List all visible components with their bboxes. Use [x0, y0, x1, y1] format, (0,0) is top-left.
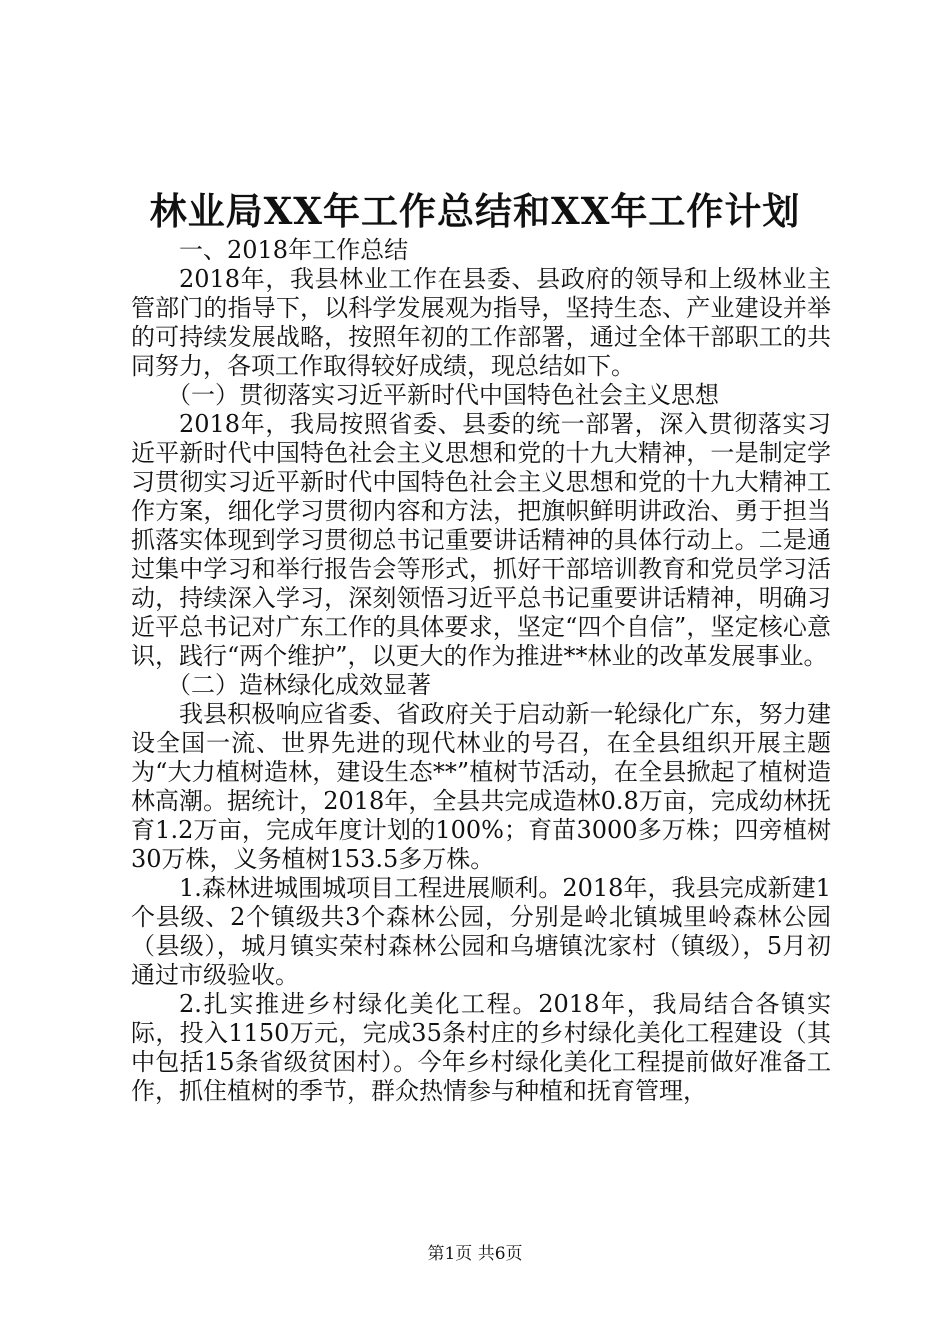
paragraph: 2.扎实推进乡村绿化美化工程。2018年，我局结合各镇实际，投入1150万元，完成35条村庄的乡村绿化美化工程建设（其中包括15条省级贫困村）。今年乡村绿化美化工程提前做好准备工作，抓住植树的季节，群众热情参与种植和抚育管理， [131, 990, 831, 1105]
paragraph: 2018年，我县林业工作在县委、县政府的领导和上级林业主管部门的指导下，以科学发展观为指导，坚持生态、产业建设并举的可持续发展战略，按照年初的工作部署，通过全体干部职工的共同努力，各项工作取得较好成绩，现总结如下。 [131, 265, 831, 380]
subsection-heading: （二）造林绿化成效显著 [167, 671, 431, 699]
paragraph: 1.森林进城围城项目工程进展顺利。2018年，我县完成新建1个县级、2个镇级共3个森林公园，分别是岭北镇城里岭森林公园（县级），城月镇实荣村森林公园和乌塘镇沈家村（镇级），5月初通过市级验收。 [131, 874, 831, 989]
paragraph: 2018年，我局按照省委、县委的统一部署，深入贯彻落实习近平新时代中国特色社会主义思想和党的十九大精神，一是制定学习贯彻实习近平新时代中国特色社会主义思想和党的十九大精神工作方案，细化学习贯彻内容和方法，把旗帜鲜明讲政治、勇于担当抓落实体现到学习贯彻总书记重要讲话精神的具体行动上。二是通过集中学习和举行报告会等形式，抓好干部培训教育和党员学习活动，持续深入学习，深刻领悟习近平总书记重要讲话精神，明确习近平总书记对广东工作的具体要求，坚定“四个自信”，坚定核心意识，践行“两个维护”，以更大的作为推进**林业的改革发展事业。 [131, 410, 831, 670]
document-body [131, 236, 831, 1106]
page-number-footer: 第1页 共6页 [427, 1244, 523, 1264]
document-title: 林业局XX年工作总结和XX年工作计划 [149, 189, 801, 233]
section-heading: 一、2018年工作总结 [179, 236, 409, 264]
paragraph: 我县积极响应省委、省政府关于启动新一轮绿化广东，努力建设全国一流、世界先进的现代林业的号召，在全县组织开展主题为“大力植树造林，建设生态**”植树节活动，在全县掀起了植树造林高潮。据统计，2018年，全县共完成造林0.8万亩，完成幼林抚育1.2万亩，完成年度计划的100%；育苗3000多万株；四旁植树30万株，义务植树153.5多万株。 [131, 700, 831, 873]
subsection-heading: （一）贯彻落实习近平新时代中国特色社会主义思想 [167, 381, 719, 409]
